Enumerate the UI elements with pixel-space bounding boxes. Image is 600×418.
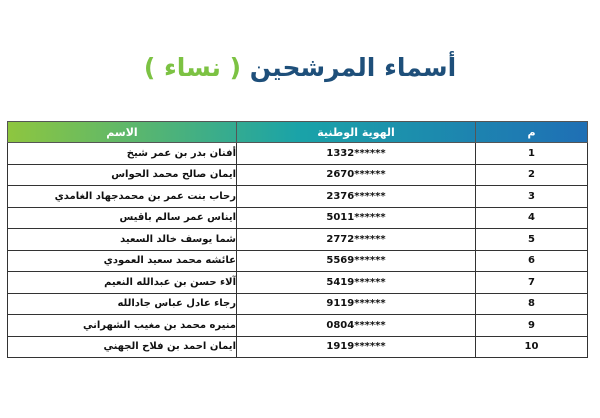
candidate-number: 10 [476, 336, 588, 358]
candidate-number: 7 [476, 272, 588, 294]
candidates-table [7, 121, 588, 358]
table-row [8, 272, 588, 294]
candidate-number: 8 [476, 293, 588, 315]
table-row [8, 186, 588, 208]
candidate-national-id: 1919****** [237, 336, 476, 358]
column-header-name: الاسم [8, 122, 237, 143]
table-row [8, 229, 588, 251]
candidate-national-id: 0804****** [237, 315, 476, 337]
candidate-name: رجاء عادل عباس جادالله [8, 293, 237, 315]
column-header-national-id: الهوية الوطنية [237, 122, 476, 143]
page-title-sub: ( نساء ) [143, 53, 242, 82]
candidate-national-id: 2772****** [237, 229, 476, 251]
page-title [0, 50, 600, 86]
candidate-national-id: 9119****** [237, 293, 476, 315]
candidate-national-id: 2670****** [237, 164, 476, 186]
table-row [8, 336, 588, 358]
candidate-number: 1 [476, 143, 588, 165]
candidate-name: شما يوسف خالد السعيد [8, 229, 237, 251]
candidate-name: عائشه محمد سعيد العمودي [8, 250, 237, 272]
candidate-name: ايناس عمر سالم باقيس [8, 207, 237, 229]
table-row [8, 207, 588, 229]
candidate-name: ايمان صالح محمد الحواس [8, 164, 237, 186]
candidate-name: آلاء حسن بن عبدالله النعيم [8, 272, 237, 294]
candidate-number: 2 [476, 164, 588, 186]
table-row [8, 143, 588, 165]
column-header-number: م [476, 122, 588, 143]
page-title-main: أسماء المرشحين [249, 53, 457, 82]
candidate-name: منيره محمد بن مغيب الشهراني [8, 315, 237, 337]
candidate-number: 4 [476, 207, 588, 229]
candidate-national-id: 5569****** [237, 250, 476, 272]
candidate-number: 3 [476, 186, 588, 208]
candidate-national-id: 5011****** [237, 207, 476, 229]
table-row [8, 250, 588, 272]
candidate-name: رحاب بنت عمر بن محمدجهاد الغامدي [8, 186, 237, 208]
table-row [8, 164, 588, 186]
candidate-number: 9 [476, 315, 588, 337]
table-header-row [8, 122, 588, 143]
candidate-national-id: 2376****** [237, 186, 476, 208]
candidate-name: ايمان احمد بن فلاح الجهني [8, 336, 237, 358]
candidate-number: 5 [476, 229, 588, 251]
candidate-name: أفنان بدر بن عمر شيخ [8, 143, 237, 165]
table-row [8, 293, 588, 315]
candidate-national-id: 1332****** [237, 143, 476, 165]
candidate-national-id: 5419****** [237, 272, 476, 294]
table-row [8, 315, 588, 337]
candidate-number: 6 [476, 250, 588, 272]
